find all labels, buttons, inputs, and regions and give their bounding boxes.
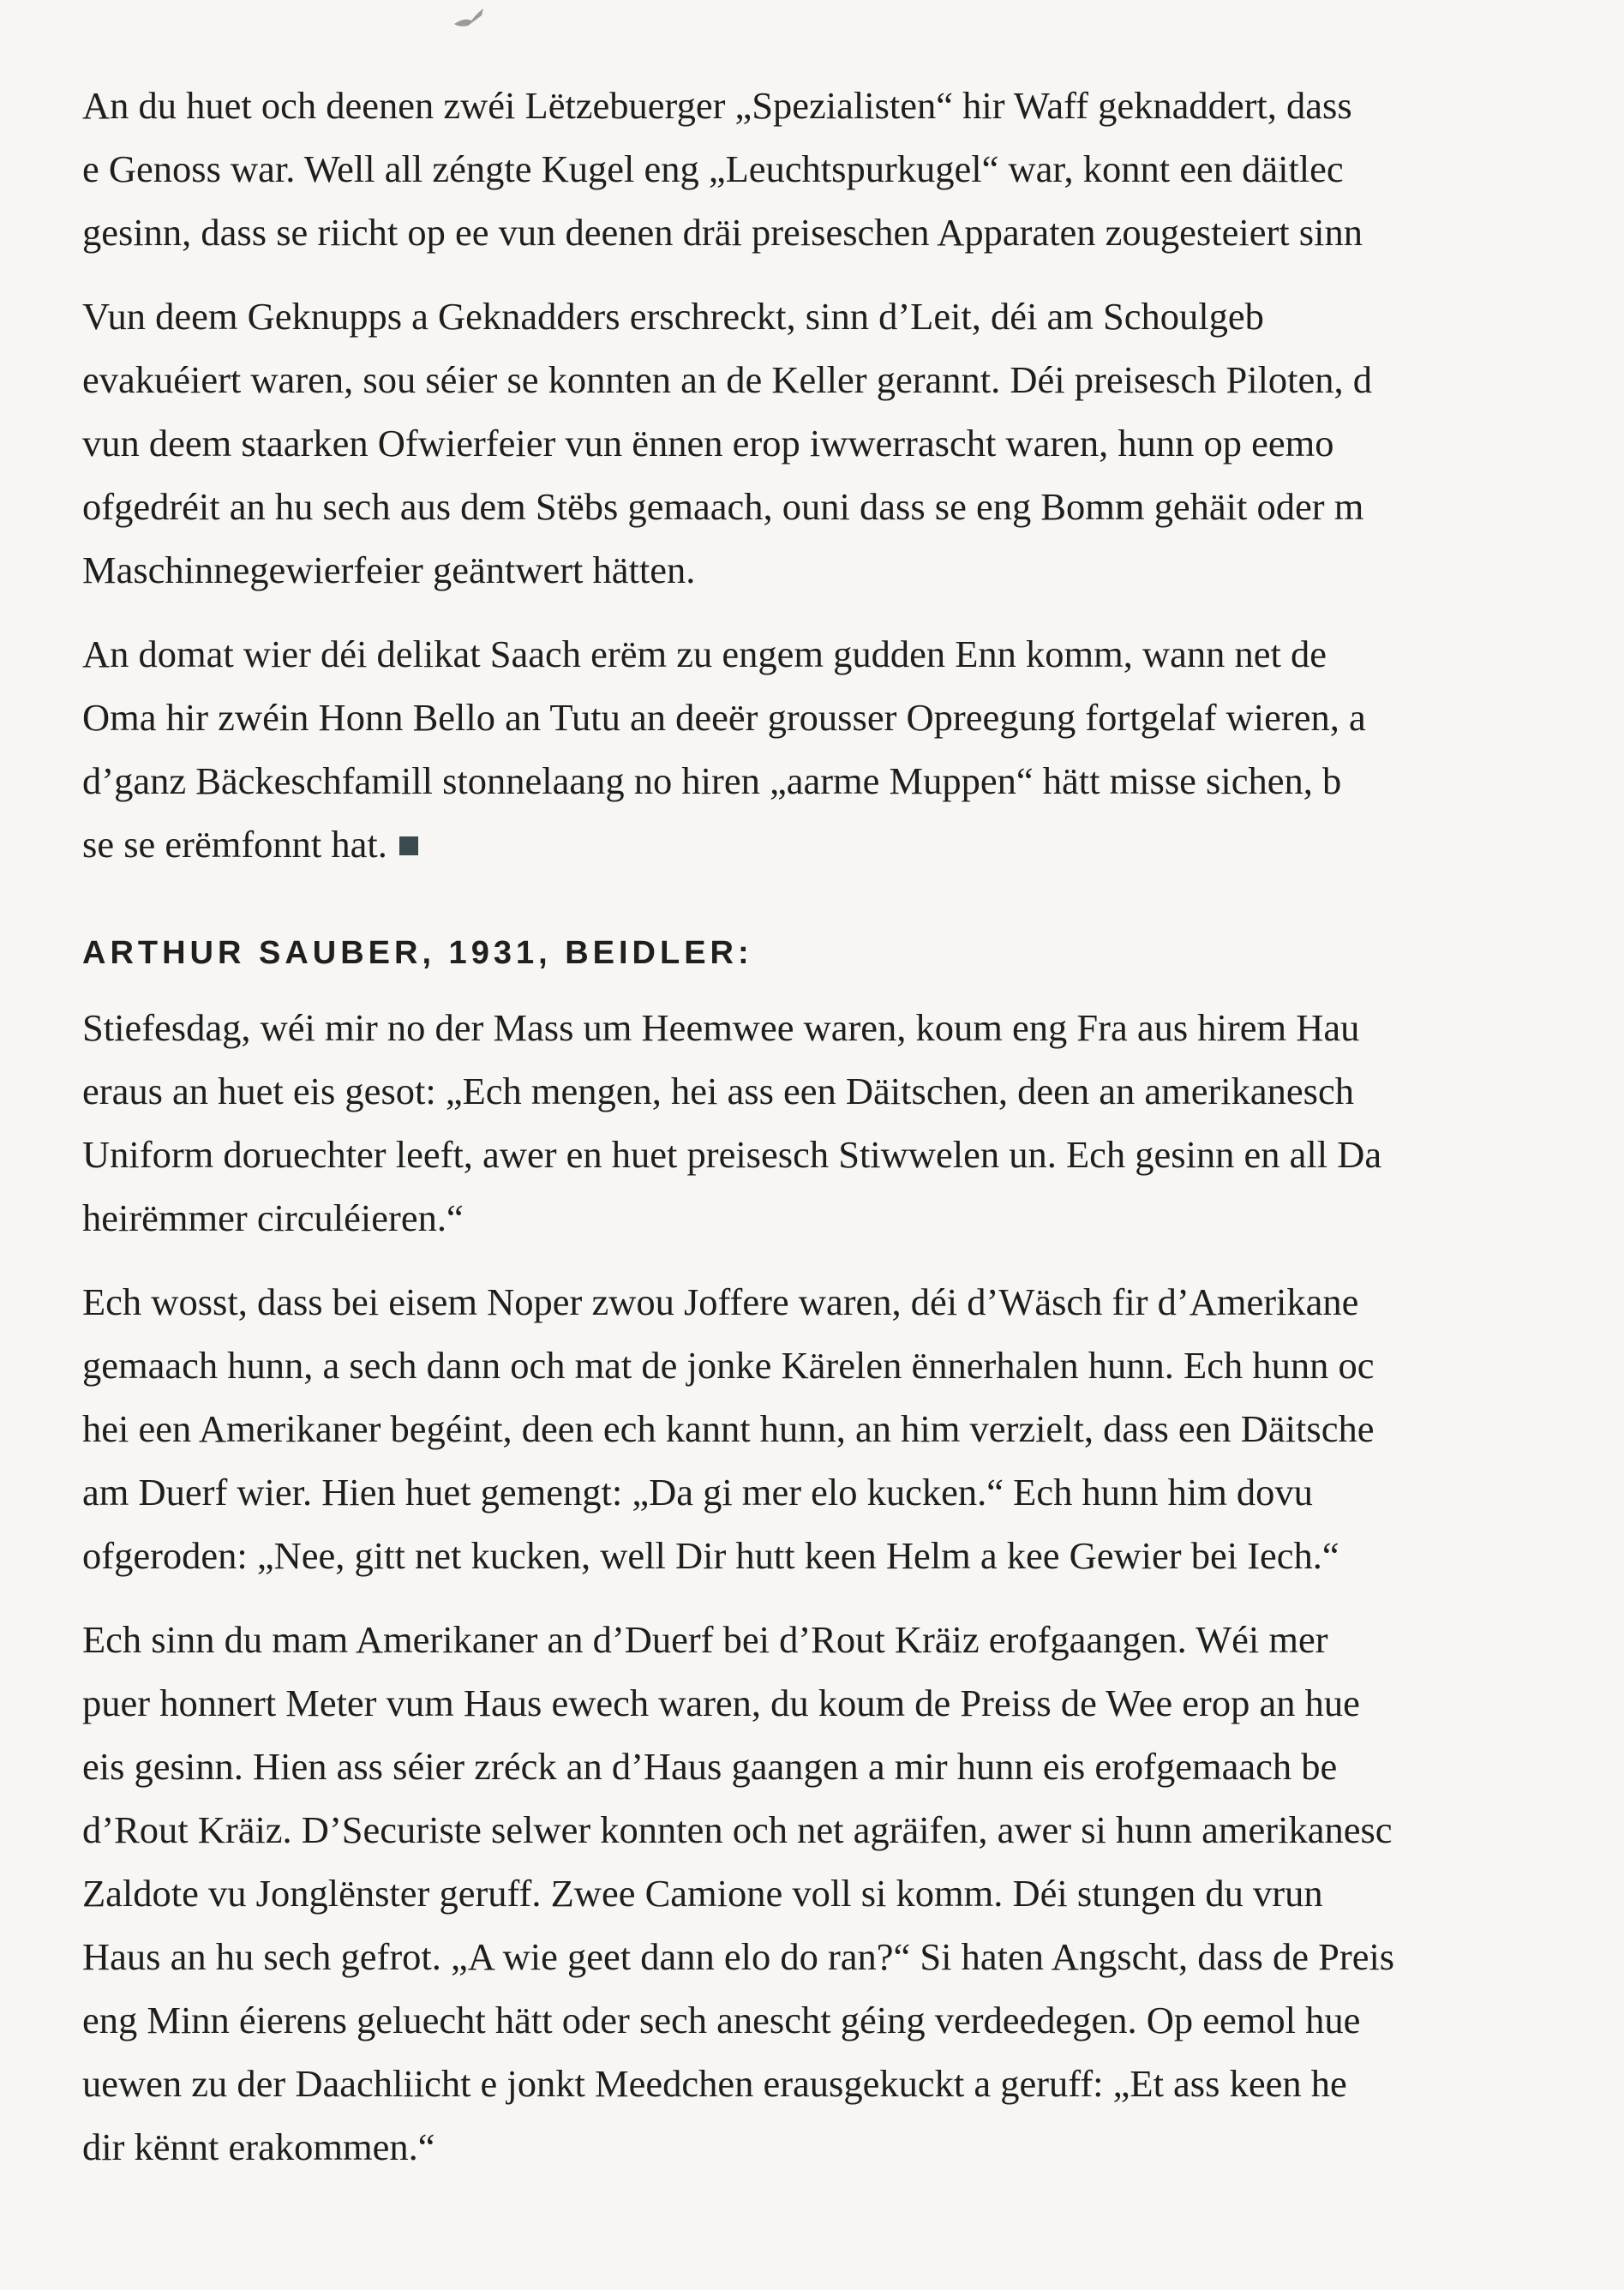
text-line: e Genoss war. Well all zéngte Kugel eng „Leuchtspurkugel“ war, konnt een däitlec (82, 147, 1344, 190)
text-line: Ech sinn du mam Amerikaner an d’Duerf bei d’Rout Kräiz erofgaangen. Wéi mer (82, 1618, 1328, 1661)
end-of-article-square-icon (399, 836, 418, 855)
text-line: d’ganz Bäckeschfamill stonnelaang no hiren „aarme Muppen“ hätt misse sichen, b (82, 759, 1342, 802)
paragraph (82, 74, 1608, 264)
section-2 (82, 996, 1608, 2179)
text-line: Oma hir zwéin Honn Bello an Tutu an deeër grousser Opreegung fortgelaf wieren, a (82, 696, 1366, 739)
text-line: gemaach hunn, a sech dann och mat de jonke Kärelen ënnerhalen hunn. Ech hunn oc (82, 1344, 1375, 1387)
text-line: dir kënnt erakommen.“ (82, 2125, 435, 2168)
text-line: Ech wosst, dass bei eisem Noper zwou Joffere waren, déi d’Wäsch fir d’Amerikane (82, 1280, 1359, 1323)
text-line: puer honnert Meter vum Haus ewech waren, du koum de Preiss de Wee erop an hue (82, 1682, 1360, 1724)
text-line: eis gesinn. Hien ass séier zréck an d’Haus gaangen a mir hunn eis erofgemaach be (82, 1745, 1338, 1788)
paragraph (82, 285, 1608, 602)
text-line-last (82, 812, 1608, 876)
text-line: Stiefesdag, wéi mir no der Mass um Heemwee waren, koum eng Fra aus hirem Hau (82, 1006, 1360, 1049)
text-line: vun deem staarken Ofwierfeier vun ënnen erop iwwerrascht waren, hunn op eemo (82, 422, 1334, 465)
text-line: am Duerf wier. Hien huet gemengt: „Da gi mer elo kucken.“ Ech hunn him dovu (82, 1471, 1313, 1514)
text-line: ofgeroden: „Nee, gitt net kucken, well Dir hutt keen Helm a kee Gewier bei Iech.“ (82, 1534, 1339, 1577)
text-line: hei een Amerikaner begéint, deen ech kannt hunn, an him verzielt, dass een Däitsche (82, 1407, 1375, 1450)
section-heading: ARTHUR SAUBER, 1931, BEIDLER: (82, 935, 753, 971)
section-1 (82, 74, 1608, 876)
text-line: heirëmmer circuléieren.“ (82, 1196, 464, 1239)
text-line: Zaldote vu Jonglënster geruff. Zwee Camione voll si komm. Déi stungen du vrun (82, 1872, 1323, 1915)
text-line: Uniform doruechter leeft, awer en huet preisesch Stiwwelen un. Ech gesinn en all Da (82, 1133, 1382, 1176)
text-line-content: se se erëmfonnt hat. (82, 823, 387, 866)
text-column (82, 74, 1608, 2199)
text-line: eng Minn éierens geluecht hätt oder sech anescht géing verdeedegen. Op eemol hue (82, 1999, 1361, 2041)
text-line: eraus an huet eis gesot: „Ech mengen, hei ass een Däitschen, deen an amerikanesch (82, 1070, 1354, 1112)
text-line: gesinn, dass se riicht op ee vun deenen dräi preiseschen Apparaten zougesteiert sinn (82, 211, 1363, 254)
text-line: evakuéiert waren, sou séier se konnten an de Keller gerannt. Déi preisesch Piloten, d (82, 358, 1373, 401)
text-line: uewen zu der Daachliicht e jonkt Meedchen erausgekuckt a geruff: „Et ass keen he (82, 2062, 1347, 2105)
paper-speck (446, 0, 497, 34)
text-line: d’Rout Kräiz. D’Securiste selwer konnten och net agräifen, awer si hunn amerikanesc (82, 1808, 1393, 1851)
paragraph (82, 996, 1608, 1250)
text-line: Vun deem Geknupps a Geknadders erschreckt, sinn d’Leit, déi am Schoulgeb (82, 295, 1264, 338)
paragraph (82, 1270, 1608, 1587)
text-line: Maschinnegewierfeier geäntwert hätten. (82, 549, 696, 591)
text-line: An domat wier déi delikat Saach erëm zu engem gudden Enn komm, wann net de (82, 632, 1327, 675)
text-line: An du huet och deenen zwéi Lëtzebuerger „Spezialisten“ hir Waff geknaddert, dass (82, 84, 1352, 127)
paragraph (82, 622, 1608, 876)
text-line: Haus an hu sech gefrot. „A wie geet dann elo do ran?“ Si haten Angscht, dass de Preis (82, 1935, 1395, 1978)
text-line: ofgedréit an hu sech aus dem Stëbs gemaach, ouni dass se eng Bomm gehäit oder m (82, 485, 1364, 528)
paragraph (82, 1608, 1608, 2179)
